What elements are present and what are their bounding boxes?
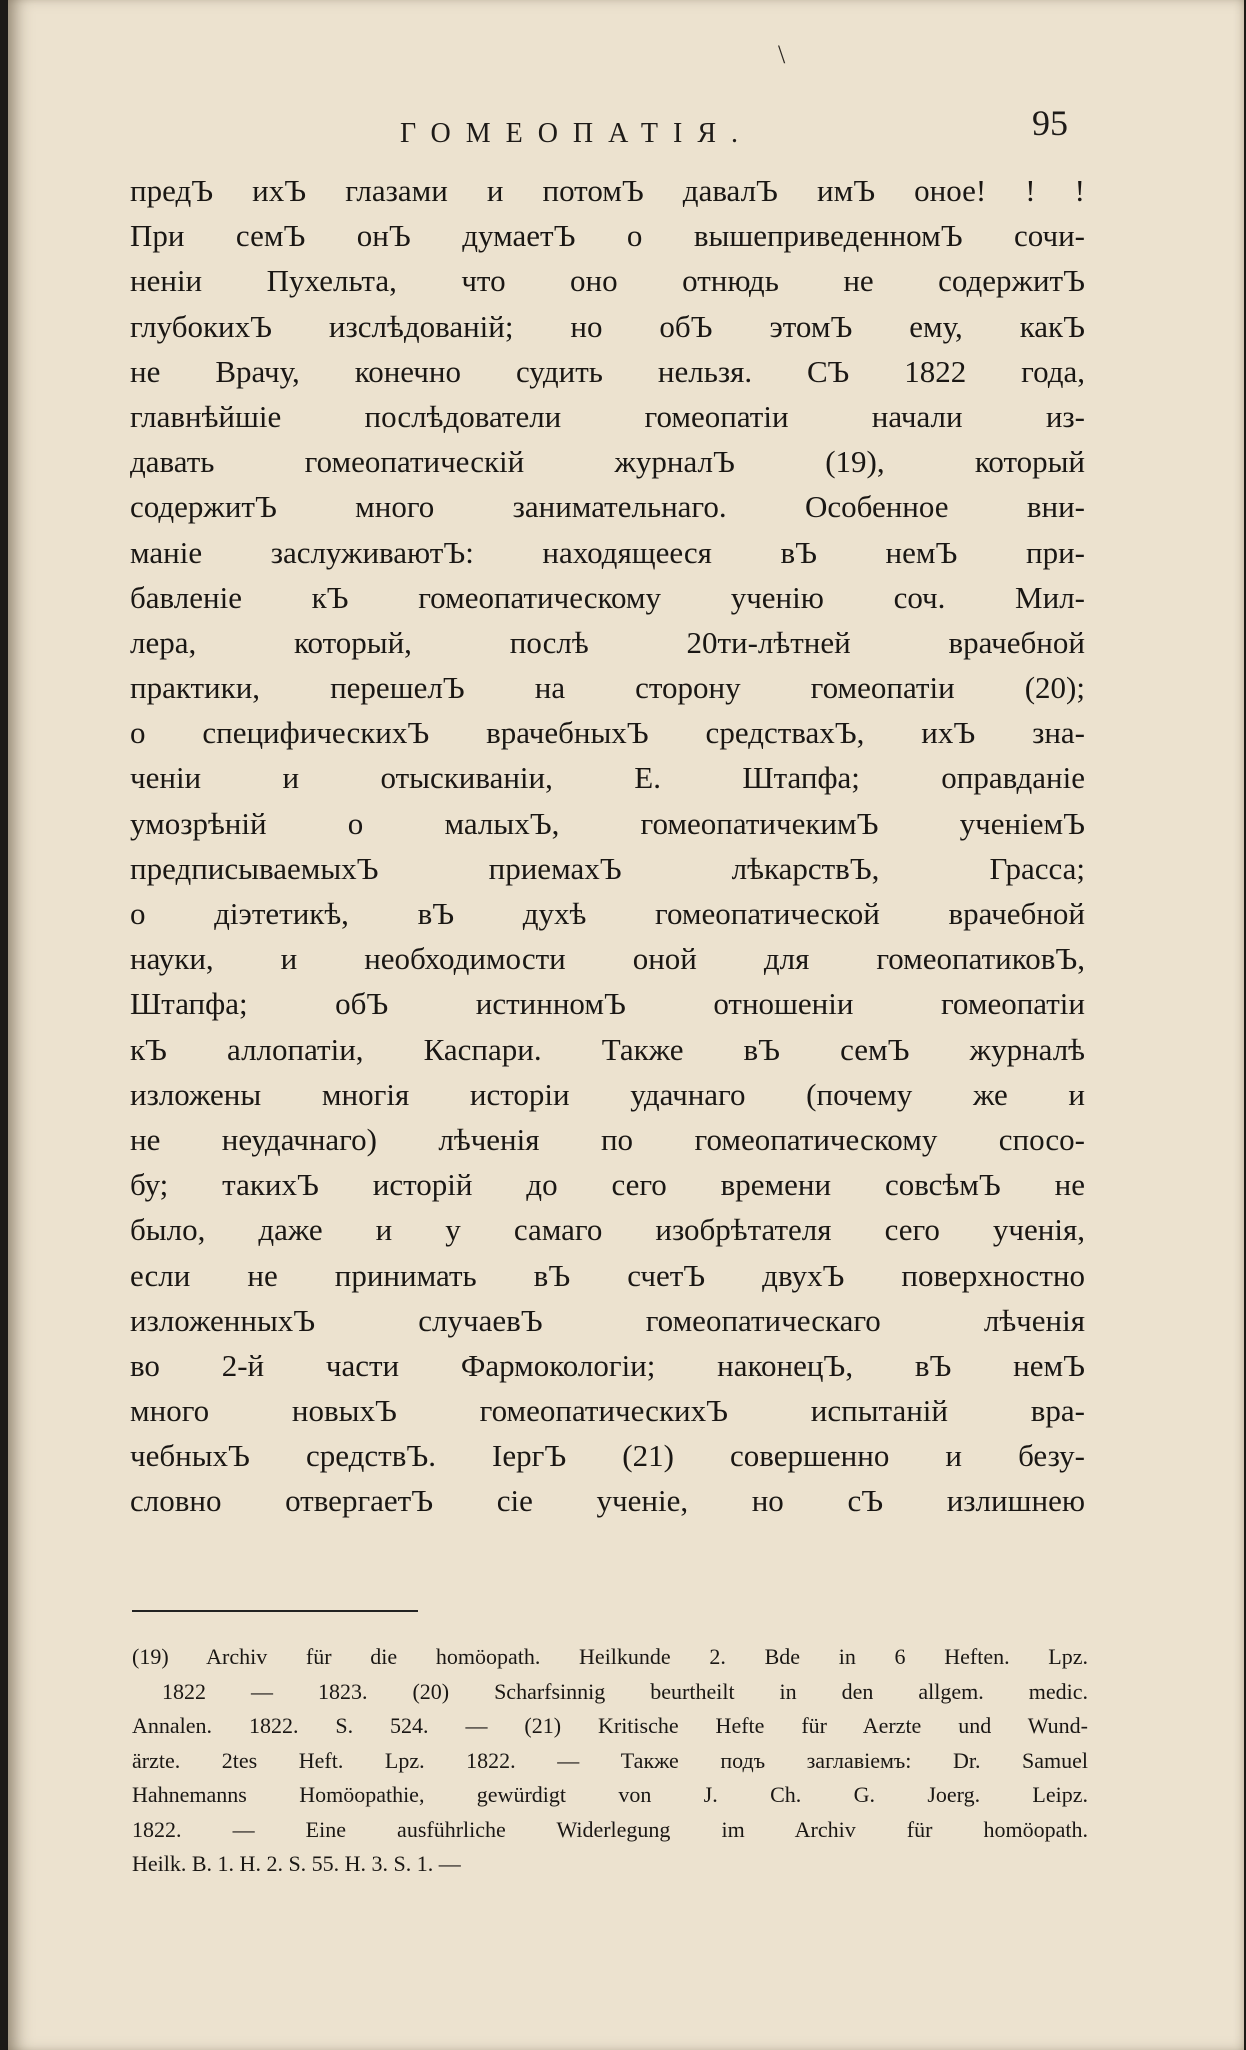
- text-line: Штапфа; обЪ истинномЪ отношеніи гомеопатіи: [130, 986, 1085, 1022]
- text-line: кЪ аллопатіи, Каспари. Также вЪ семЪ журналѣ: [130, 1031, 1085, 1067]
- footnote-line: Hahnemanns Homöopathie, gewürdigt von J. Ch. G. Joerg. Leipz.: [132, 1782, 1088, 1807]
- footnote-line: ärzte. 2tes Heft. Lpz. 1822. — Также подъ заглавіемъ: Dr. Samuel: [132, 1747, 1088, 1773]
- footnote-rule: [132, 1610, 418, 1612]
- text-line: о діэтетикѣ, вЪ духѣ гомеопатической врачебной: [130, 896, 1085, 931]
- ink-mark: \: [778, 40, 786, 69]
- text-line: лера, который, послѣ 20ти-лѣтней врачебной: [130, 624, 1085, 660]
- footnotes: [132, 1640, 1088, 1882]
- running-head: ГОМЕОПАТІЯ.: [400, 118, 754, 149]
- text-line: практики, перешелЪ на сторону гомеопатіи (20);: [130, 670, 1085, 706]
- body-text: [130, 168, 1085, 1524]
- text-line: главнѣйшіе послѣдователи гомеопатіи начали из-: [130, 398, 1085, 434]
- text-line: во 2-й части Фармокологіи; наконецЪ, вЪ немЪ: [130, 1347, 1085, 1383]
- text-line: ченіи и отыскиваніи, Е. Штапфа; оправданіе: [130, 760, 1085, 796]
- footnote-line: (19) Archiv für die homöopath. Heilkunde 2. Bde in 6 Heften. Lpz.: [132, 1644, 1088, 1669]
- text-line: При семЪ онЪ думаетЪ о вышеприведенномЪ сочи-: [130, 218, 1085, 254]
- text-line: предЪ ихЪ глазами и потомЪ давалЪ имЪ оное! ! !: [130, 173, 1085, 208]
- book-page: [8, 0, 1244, 2050]
- text-line: не Врачу, конечно судить нельзя. СЪ 1822 года,: [130, 353, 1085, 389]
- text-line: бу; такихЪ исторій до сего времени совсѣмЪ не: [130, 1167, 1085, 1203]
- text-line: неніи Пухельта, что оно отнюдь не содержитЪ: [130, 263, 1085, 299]
- text-line: науки, и необходимости оной для гомеопатиковЪ,: [130, 941, 1085, 977]
- text-line: изложенныхЪ случаевЪ гомеопатическаго лѣченія: [130, 1302, 1085, 1338]
- text-line: бавленіе кЪ гомеопатическому ученію соч. Мил-: [130, 579, 1085, 615]
- text-line: словно отвергаетЪ сіе ученіе, но сЪ излишнею: [130, 1483, 1085, 1519]
- text-line: изложены многія исторіи удачнаго (почему же и: [130, 1076, 1085, 1112]
- text-line: не неудачнаго) лѣченія по гомеопатическому спосо-: [130, 1121, 1085, 1157]
- footnote-line: Annalen. 1822. S. 524. — (21) Kritische Hefte für Aerzte und Wund-: [132, 1713, 1088, 1738]
- footnote-line: 1822. — Eine ausführliche Widerlegung im Archiv für homöopath.: [132, 1816, 1088, 1842]
- text-line: предписываемыхЪ приемахЪ лѣкарствЪ, Грасса;: [130, 850, 1085, 886]
- text-line: о специфическихЪ врачебныхЪ средствахЪ, ихЪ зна-: [130, 715, 1085, 751]
- text-line: много новыхЪ гомеопатическихЪ испытаній вра-: [130, 1393, 1085, 1429]
- text-line: было, даже и у самаго изобрѣтателя сего ученія,: [130, 1212, 1085, 1248]
- text-line: давать гомеопатическій журналЪ (19), который: [130, 444, 1085, 480]
- text-line: маніе заслуживаютЪ: находящееся вЪ немЪ при-: [130, 534, 1085, 570]
- footnote-line: Heilk. B. 1. H. 2. S. 55. H. 3. S. 1. —: [132, 1851, 461, 1876]
- page-number: 95: [1032, 103, 1068, 143]
- text-line: если не принимать вЪ счетЪ двухЪ поверхностно: [130, 1257, 1085, 1293]
- text-line: глубокихЪ изслѣдованій; но обЪ этомЪ ему, какЪ: [130, 308, 1085, 344]
- text-line: чебныхЪ средствЪ. ІергЪ (21) совершенно и безу-: [130, 1438, 1085, 1474]
- text-line: содержитЪ много занимательнаго. Особенное вни-: [130, 489, 1085, 525]
- text-line: умозрѣній о малыхЪ, гомеопатичекимЪ ученіемЪ: [130, 805, 1085, 841]
- footnote-line: 1822 — 1823. (20) Scharfsinnig beurtheilt in den allgem. medic.: [162, 1678, 1088, 1704]
